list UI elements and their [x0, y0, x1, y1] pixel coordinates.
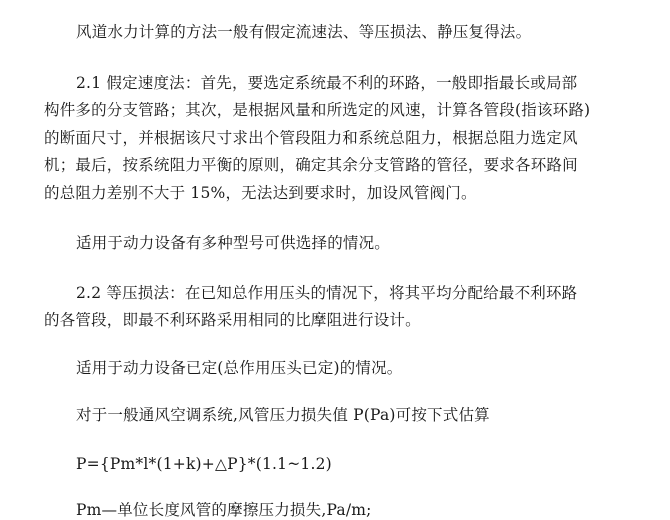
definition-line: Pm—单位长度风管的摩擦压力损失,Pa/m; — [76, 501, 372, 519]
section-2-1-line-3: 的断面尺寸，并根据该尺寸求出个管段阻力和系统总阻力，根据总阻力选定风 — [44, 129, 578, 147]
section-2-2-line-2: 的各管段，即最不利环路采用相同的比摩阻进行设计。 — [44, 311, 421, 329]
section-2-1-line-2: 构件多的分支管路；其次，是根据风量和所选定的风速，计算各管段(指该环路) — [44, 101, 591, 119]
section-2-2-line-1: 2.2 等压损法：在已知总作用压头的情况下，将其平均分配给最不利环路 — [76, 284, 578, 302]
applicability-line-2: 适用于动力设备已定(总作用压头已定)的情况。 — [76, 359, 403, 377]
intro-line: 风道水力计算的方法一般有假定流速法、等压损法、静压复得法。 — [76, 23, 532, 41]
section-2-1-line-1: 2.1 假定速度法：首先，要选定系统最不利的环路，一般即指最长或局部 — [76, 74, 578, 92]
applicability-line-1: 适用于动力设备有多种型号可供选择的情况。 — [76, 234, 391, 252]
estimation-intro-line: 对于一般通风空调系统,风管压力损失值 P(Pa)可按下式估算 — [76, 406, 490, 424]
section-2-1-line-5: 的总阻力差别不大于 15%，无法达到要求时，加设风管阀门。 — [44, 184, 477, 202]
section-2-1-line-4: 机；最后，按系统阻力平衡的原则，确定其余分支管路的管径，要求各环路间 — [44, 156, 578, 174]
formula-line: P={Pm*l*(1+k)+△P}*(1.1~1.2) — [76, 455, 332, 473]
